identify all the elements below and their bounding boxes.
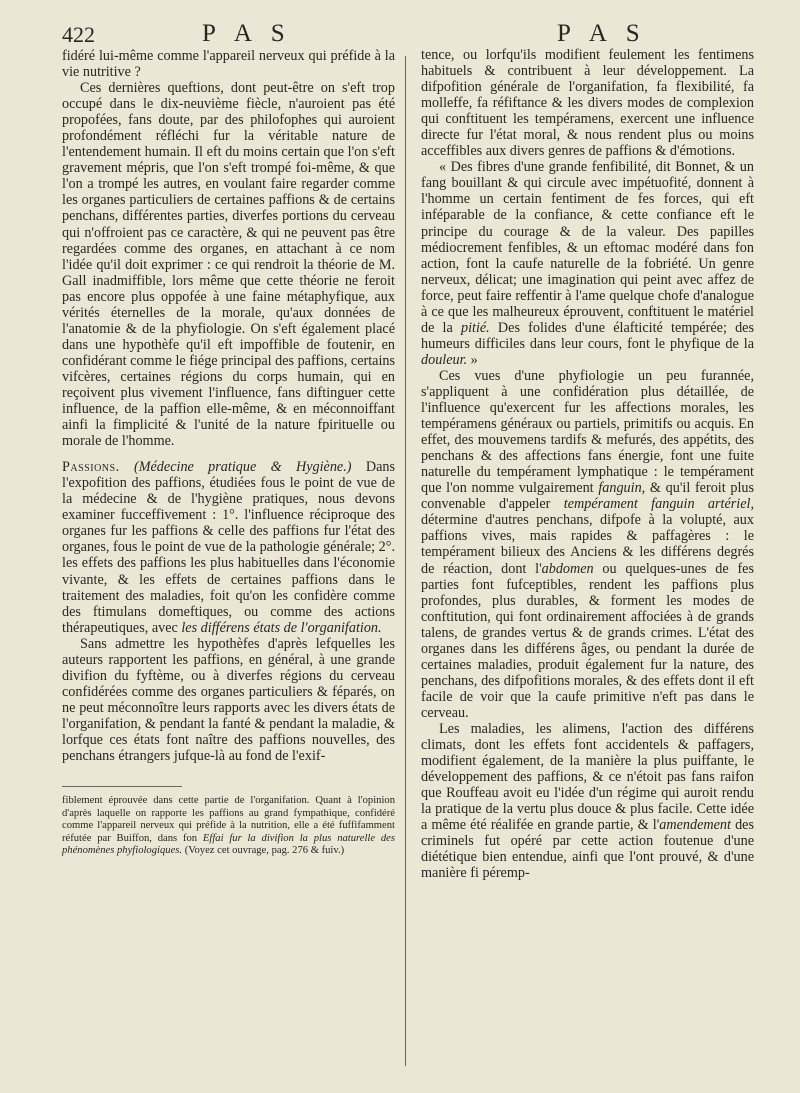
paragraph: Ces dernières queftions, dont peut-être on s'eft trop occupé dans le dix-neuvième fiècle, n'auroient pas été propofées, fans doute, par des philofophes qui auroient profondément réfléchi fur la véritable nature de l'entendement humain. Il eft du moins certain que l'on s'eft gravement mépris, que l'on s'eft trompé foi-même, & que l'on a trompé les autres, en voulant faire regarder comme les organes particuliers de certaines paffions & de certains penchans, différentes parties, diverfes portions du cerveau qui n'offroient pas ce caractère, & qui ne peuvent pas être regardées comme des organes, en attachant à ce nom l'idée qu'il doit exprimer : ce qui rendroit la théorie de M. Gall inadmiffible, lors même que cette théorie ne feroit pas encore plus oppofée à une faine métaphyfique, aux vérités éternelles de la morale, qu'aux données de l'anatomie & de la phyfiologie. On s'eft également placé dans une hypothèfe qu'il eft impoffible de foutenir, en confidérant comme le fiége principal des paffions, certains vifcères, certaines régions du corps humain, qui en reçoivent plus vivement l'influence, fans diftinguer cette influence, de la paffion elle-même, & en méconnoiffant ainfi la fimplicité & l'unité de la nature fpirituelle ou morale de l'homme. <box>62 80 396 450</box>
paragraph-text: Ces vues d'une phyfiologie un peu furannée, s'appliquent à une confidération plus détaillée, de l'influence qu'exercent fur les affections morales, les tempéramens généraux ou partiels, primitifs ou acquis. En effet, des mouvemens tardifs & mefurés, des appétits, des penchans & des affections fans énergie, font une fuite naturelle du tempérament lymphatique : le tempérament que l'on nomme vulgairement <box>421 367 754 497</box>
paragraph: fidéré lui-même comme l'appareil nerveux qui préfide à la vie nutritive ? <box>62 48 395 81</box>
paragraph-italic: les différens états de l'organifation. <box>181 619 382 636</box>
paragraph-italic: fanguin, <box>598 480 646 497</box>
right-column <box>421 47 754 881</box>
paragraph-italic: abdomen <box>541 560 594 577</box>
paragraph <box>421 368 754 721</box>
paragraph-text: » <box>470 351 478 368</box>
paragraph-italic: tempérament fanguin artériel, <box>563 496 755 513</box>
quote-paragraph <box>421 159 754 368</box>
running-head-left: P A S <box>202 20 292 47</box>
paragraph-text: ou quelques-unes de fes parties font fufceptibles, rendent les paffions plus profondes, plus durables, & forment les modes de conftitution, qui font ordinairement affociées à de grands talens, de grandes vertus & de grands crimes. L'état des organes dans les différens âges, ou pendant la durée de certaines maladies, produit également fur la nature, des penchans, des difpofitions morales, & des effets dont il eft facile de voir que la caufe primitive n'eft pas dans le cerveau. <box>421 560 754 721</box>
footnote-text: (Voyez cet ouvrage, pag. 276 & fuiv.) <box>184 845 345 857</box>
left-column <box>62 48 395 858</box>
paragraph-text: détermine d'autres penchans, difpofe à la volupté, aux paffions vives, mais rapides & paffagères : le tempérament bilieux des Anciens & les différens degrés de réaction, dont l' <box>421 512 754 577</box>
section-subtitle: (Médecine pratique & Hygiène.) <box>133 459 352 476</box>
page-number: 422 <box>62 22 95 47</box>
paragraph-text: Les maladies, les alimens, l'action des différens climats, dont les effets font accidentels & paffagers, modifient également, de la manière la plus puiffante, le développement des paffions, & ce n'étoit pas fans raifon que Rouffeau avoit eu l'idée d'un régime qui auroit rendu la pratique de la vertu plus douce & plus facile. Cette idée a même été réalifée en grande partie, & l' <box>421 720 754 834</box>
section-title: Passions. <box>62 459 120 476</box>
footnote <box>62 795 395 858</box>
paragraph-italic: amendement <box>659 817 731 834</box>
footnote-rule <box>62 786 182 787</box>
running-head-right: P A S <box>557 20 647 47</box>
footnote-italic: Effai fur la divifion la plus naturelle des phénomènes phyfiologiques. <box>62 832 395 857</box>
footnote-text: fiblement éprouvée dans cette partie de l'organifation. Quant à l'opinion d'après laquelle on rapporte les paffions au grand fympathique, confidéré comme l'appareil nerveux qui préfide à la nutrition, elle a été fuffifamment réfutée par Buiffon, dans fon <box>62 795 395 844</box>
paragraph: Sans admettre les hypothèfes d'après lefquelles les auteurs rapportent les paffions, en général, à une grande divifion du fyftème, ou à diverfes régions du cerveau confidérées comme des organes particuliers & féparés, on ne peut méconnoître leurs rapports avec les divers états de l'organifation, & pendant la fanté & pendant la maladie, & lorfque ces états font naître des paffions nouvelles, des penchans étrangers jufque-là au fond de l'exif- <box>62 635 395 765</box>
paragraph-text: « Des fibres d'une grande fenfibilité, dit Bonnet, & un fang bouillant & qui circule avec impétuofité, donnent à l'homme un certain fentiment de fes forces, qui eft inféparable de la confiance, & cette confiance eft le principe du courage & de la valeur. Des papilles médiocrement fenfibles, & un eftomac modéré dans fon action, font la caufe naturelle de la fobriété. Un genre nerveux, délicat; une imagination qui peint avec affez de force, peut faire reffentir à l'ame quelque chofe d'analogue à ce que les malheureux éprouvent, conftituent le matériel de la <box>421 159 754 336</box>
paragraph-text: Des folides d'une élafticité tempérée; des humeurs difficiles dans leur cours, font le phyfique de la <box>421 319 754 352</box>
paragraph: tence, ou lorfqu'ils modifient feulement les fentimens habituels & contribuent à leur développement. La difpofition générale de l'organifation, fa flexibilité, fa molleffe, fa réfiftance & les divers modes de complexion qui conftituent les tempéramens, exercent une influence directe fur l'état moral, & nous rendent plus ou moins acceffibles aux divers genres de paffions & d'émotions. <box>421 47 754 160</box>
paragraph-text: Dans l'expofition des paffions, étudiées fous le point de vue de la médecine & de l'hygiène pratiques, nous devons examiner fucceffivement : 1°. l'influence réciproque des organes fur les paffions & celle des paffions fur l'état des organes, fous le point de vue de la pathologie générale; 2°. les effets des paffions les plus habituelles dans l'économie vivante, & les effets de certaines paffions dans le traitement des maladies, foit qu'on les confidère comme des ftimulans domeftiques, ou comme des actions thérapeutiques, avec <box>62 459 396 636</box>
paragraph-text: & qu'il feroit plus convenable d'appeler <box>421 480 755 513</box>
paragraph <box>421 721 754 881</box>
paragraph-italic: douleur. <box>421 351 468 368</box>
section-paragraph <box>62 459 395 636</box>
column-divider <box>405 56 406 1066</box>
paragraph-text: des criminels fut opéré par cette action foutenue d'une diététique bien entendue, ainfi que l'ont prouvé, & d'une manière fi péremp- <box>421 817 754 882</box>
paragraph-italic: pitié. <box>460 319 490 336</box>
